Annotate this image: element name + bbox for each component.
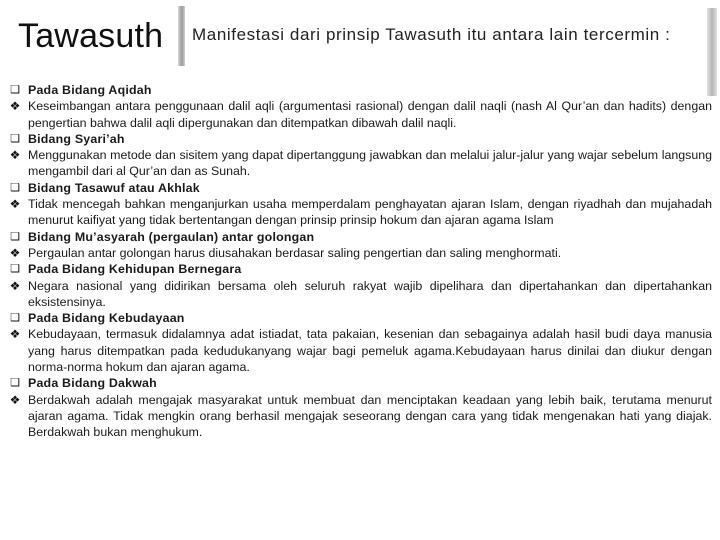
diamond-bullet-icon: ❖ [9,392,21,407]
section-heading [6,261,712,277]
checkbox-bullet-icon: ❑ [10,181,20,194]
section-detail [6,326,712,375]
heading-text: Bidang Syari’ah [28,131,125,146]
heading-text: Pada Bidang Aqidah [28,83,152,97]
bullet-list [6,82,712,441]
section-heading [6,82,712,98]
section-heading [6,229,712,245]
detail-text: Tidak mencegah bahkan menganjurkan usaha memperdalam penghayatan ajaran Islam, dengan riyadhah dan mujahadah menurut kaifiyat yang tidak bertentangan dengan prinsip prinsip hokum dan ajaran agama Islam [28,197,712,228]
section-detail [6,196,712,229]
detail-text: Pergaulan antar golongan harus diusahakan berdasar saling pengertian dan saling menghormati. [28,245,562,260]
heading-text: Pada Bidang Dakwah [28,376,157,391]
detail-text: Negara nasional yang didirikan bersama oleh seluruh rakyat wajib dipelihara dan dipertahankan dan dipertahankan eksistensinya. [28,278,712,309]
diamond-bullet-icon: ❖ [9,148,21,163]
section-detail [6,245,712,261]
diamond-bullet-icon: ❖ [9,245,21,260]
detail-text: Berdakwah adalah mengajak masyarakat untuk membuat dan menciptakan keadaan yang lebih baik, terutama menurut ajaran agama. Tidak mengkin orang berhasil mengajak seseorang dengan cara yang tidak mengenakan hati yang diajak. Berdakwah bukan menghukum. [28,392,712,440]
diamond-bullet-icon: ❖ [9,278,21,293]
checkbox-bullet-icon: ❑ [10,230,20,243]
slide-title: Tawasuth [18,17,164,55]
heading-text: Pada Bidang Kehidupan Bernegara [28,262,242,277]
checkbox-bullet-icon: ❑ [10,312,20,325]
diamond-bullet-icon: ❖ [9,327,21,342]
checkbox-bullet-icon: ❑ [10,132,20,145]
section-detail [6,278,712,311]
detail-text: Keseimbangan antara penggunaan dalil aqli (argumentasi rasional) dengan dalil naqli (nash Al Qur’an dan hadits) dengan pengertian bahwa dalil aqli dipergunakan dan ditempatkan dibawah dalil naqli. [28,99,712,130]
section-heading [6,180,712,196]
checkbox-bullet-icon: ❑ [10,377,20,390]
section-heading [6,310,712,326]
section-detail [6,392,712,441]
checkbox-bullet-icon: ❑ [10,263,20,276]
section-heading [6,375,712,391]
heading-text: Pada Bidang Kebudayaan [28,311,185,326]
detail-text: Menggunakan metode dan sisitem yang dapat dipertanggung jawabkan dan melalui jalur-jalur yang wajar sebelum langsung mengambil dari al Qur’an dan as Sunah. [28,148,712,179]
slide-subtitle: Manifestasi dari prinsip Tawasuth itu antara lain tercermin : [192,25,671,44]
checkbox-bullet-icon: ❑ [10,84,20,96]
detail-text: Kebudayaan, termasuk didalamnya adat istiadat, tata pakaian, kesenian dan sebagainya adalah hasil budi daya manusia yang harus ditempatkan pada kedudukanyang wajar bagi pemeluk agama.Kebudayaan harus dinilai dan diukur dengan norma-norma hokum dan ajaran agama. [28,327,712,375]
diamond-bullet-icon: ❖ [9,197,21,212]
section-heading [6,131,712,147]
heading-text: Bidang Tasawuf atau Akhlak [28,180,200,195]
heading-text: Bidang Mu’asyarah (pergaulan) antar golongan [28,229,315,244]
section-detail [6,98,712,131]
title-divider [178,6,185,66]
diamond-bullet-icon: ❖ [9,99,21,114]
section-detail [6,147,712,180]
